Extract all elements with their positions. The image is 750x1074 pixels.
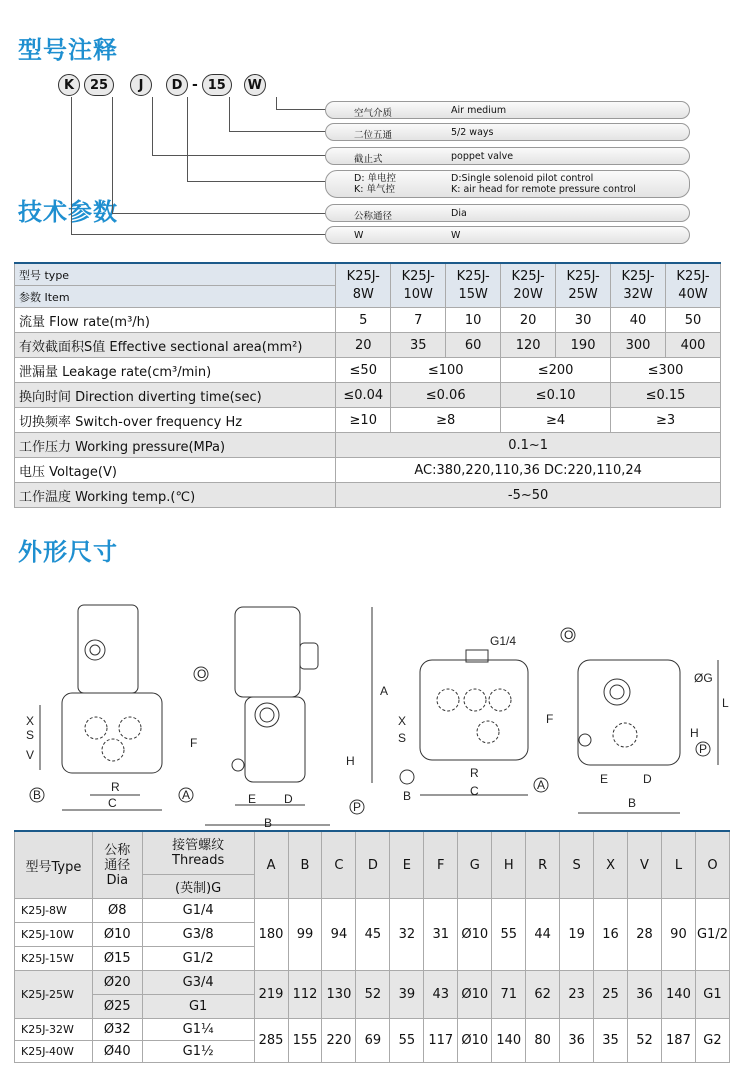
row-label: 工作温度 Working temp.(℃) — [15, 483, 336, 508]
label-a: A — [537, 778, 546, 792]
cell-type: K25J-32W — [15, 1019, 93, 1041]
label-p: P — [353, 800, 362, 814]
header-col: C — [322, 831, 356, 899]
label-p: P — [699, 742, 708, 756]
cell: 0.1~1 — [336, 433, 721, 458]
cell: ≥8 — [391, 408, 501, 433]
label-a: A — [380, 684, 389, 698]
legend-en: poppet valve — [451, 151, 514, 162]
cell: 55 — [390, 1019, 424, 1063]
legend-en: Dia — [451, 208, 467, 219]
valve-body — [245, 697, 305, 782]
cell-dia: Ø25 — [92, 995, 142, 1019]
cell: 55 — [492, 899, 526, 971]
dimension-table — [14, 830, 730, 1063]
label-h: H — [346, 754, 355, 768]
cell: 220 — [322, 1019, 356, 1063]
legend-w — [325, 226, 690, 244]
cell-thread: G1¼ — [142, 1019, 254, 1041]
cell: 36 — [560, 1019, 594, 1063]
row-label: 有效截面积S值 Effective sectional area(mm²) — [15, 333, 336, 358]
solenoid-plug — [300, 643, 318, 669]
label-f: F — [546, 712, 554, 726]
dimensions-title: 外形尺寸 — [18, 538, 118, 566]
cell: 190 — [556, 333, 611, 358]
cell: 35 — [391, 333, 446, 358]
cell: G2 — [695, 1019, 729, 1063]
valve-port — [489, 689, 511, 711]
code-d: D — [166, 74, 188, 96]
model-col: K25J- 25W — [556, 263, 611, 308]
code-k: K — [58, 74, 80, 96]
cell: -5~50 — [336, 483, 721, 508]
row-leak — [15, 358, 721, 383]
cell: 90 — [661, 899, 695, 971]
cell: 94 — [322, 899, 356, 971]
valve-port — [255, 703, 279, 727]
header-type: 型号 type — [15, 263, 336, 286]
cell-type: K25J-40W — [15, 1041, 93, 1063]
cell: 180 — [254, 899, 288, 971]
legend-cn: 空气介质 — [354, 108, 393, 119]
valve-port — [579, 734, 591, 746]
row-pressure — [15, 433, 721, 458]
cell: G1/2 — [695, 899, 729, 971]
cell-dia: Ø10 — [92, 923, 142, 947]
cell: 19 — [560, 899, 594, 971]
valve-body — [420, 660, 528, 760]
cell: 130 — [322, 971, 356, 1019]
row-flow — [15, 308, 721, 333]
label-a: A — [182, 788, 191, 802]
label-d: D — [643, 772, 652, 786]
row-label: 电压 Voltage(V) — [15, 458, 336, 483]
label-circle — [400, 770, 414, 784]
valve-drawings — [0, 585, 750, 830]
cell-thread: G3/8 — [142, 923, 254, 947]
table-row — [15, 971, 730, 995]
label-og: ØG — [694, 671, 713, 685]
label-r: R — [470, 766, 479, 780]
code-separator: - — [192, 77, 198, 93]
valve-port — [90, 645, 100, 655]
row-area — [15, 333, 721, 358]
cell: ≥4 — [501, 408, 611, 433]
legend-en: D:Single solenoid pilot control K: air head for remote pressure control — [451, 173, 636, 195]
header-col: G — [458, 831, 492, 899]
cell-type: K25J-8W — [15, 899, 93, 923]
cell: 112 — [288, 971, 322, 1019]
row-label: 流量 Flow rate(m³/h) — [15, 308, 336, 333]
tech-params-title: 技术参数 — [18, 198, 118, 226]
cell: 140 — [492, 1019, 526, 1063]
cell-dia: Ø8 — [92, 899, 142, 923]
cell: 10 — [446, 308, 501, 333]
legend-cn: 公称通径 — [354, 211, 393, 222]
model-code — [58, 74, 266, 96]
legend-cn: 二位五通 — [354, 130, 393, 141]
row-voltage — [15, 458, 721, 483]
label-x: X — [398, 714, 407, 728]
cell-type: K25J-10W — [15, 923, 93, 947]
valve-port — [232, 759, 244, 771]
cell-dia: Ø40 — [92, 1041, 142, 1063]
valve-port — [260, 708, 274, 722]
cell: 99 — [288, 899, 322, 971]
cell: 71 — [492, 971, 526, 1019]
cell: 39 — [390, 971, 424, 1019]
cell: AC:380,220,110,36 DC:220,110,24 — [336, 458, 721, 483]
cell: 20 — [336, 333, 391, 358]
cell-thread: G1/4 — [142, 899, 254, 923]
header-col: S — [560, 831, 594, 899]
cell: 219 — [254, 971, 288, 1019]
valve-port — [477, 721, 499, 743]
valve-body — [578, 660, 680, 765]
cell: 117 — [424, 1019, 458, 1063]
cell: 25 — [594, 971, 628, 1019]
header-type: 型号Type — [15, 831, 93, 899]
valve-body — [62, 693, 162, 773]
header-col: F — [424, 831, 458, 899]
valve-port — [85, 717, 107, 739]
cell: 140 — [661, 971, 695, 1019]
cell: 36 — [628, 971, 662, 1019]
legend-poppet — [325, 147, 690, 165]
label-b: B — [33, 788, 42, 802]
cell: 50 — [666, 308, 721, 333]
header-col: O — [695, 831, 729, 899]
label-b: B — [264, 816, 273, 830]
model-col: K25J- 20W — [501, 263, 556, 308]
label-x: X — [26, 714, 35, 728]
row-label: 切换频率 Switch-over frequency Hz — [15, 408, 336, 433]
header-col: L — [661, 831, 695, 899]
cell: 20 — [501, 308, 556, 333]
leader-line — [71, 97, 327, 235]
cell: ≤200 — [501, 358, 611, 383]
legend-dia — [325, 204, 690, 222]
cell-dia: Ø32 — [92, 1019, 142, 1041]
valve-port — [604, 679, 630, 705]
cell: 285 — [254, 1019, 288, 1063]
legend-ways — [325, 123, 690, 141]
cell: 300 — [611, 333, 666, 358]
label-h: H — [690, 726, 699, 740]
row-temp — [15, 483, 721, 508]
model-col: K25J- 40W — [666, 263, 721, 308]
valve-port — [464, 689, 486, 711]
header-col: A — [254, 831, 288, 899]
header-threads: 接管螺纹 Threads — [142, 831, 254, 874]
header-threads-unit: (英制)G — [142, 874, 254, 898]
model-col: K25J- 15W — [446, 263, 501, 308]
cell: 28 — [628, 899, 662, 971]
row-freq — [15, 408, 721, 433]
row-time — [15, 383, 721, 408]
label-c: C — [470, 784, 479, 798]
legend-cn: D: 单电控 K: 单气控 — [354, 173, 397, 195]
cell: Ø10 — [458, 899, 492, 971]
cell: ≤0.10 — [501, 383, 611, 408]
label-s: S — [398, 731, 407, 745]
label-s: S — [26, 728, 35, 742]
cell-thread: G1½ — [142, 1041, 254, 1063]
cell: 45 — [356, 899, 390, 971]
label-l: L — [722, 696, 729, 710]
row-label: 换向时间 Direction diverting time(sec) — [15, 383, 336, 408]
cell: ≥3 — [611, 408, 721, 433]
header-item: 参数 Item — [15, 286, 336, 308]
legend-en: Air medium — [451, 105, 507, 116]
table-row — [15, 1019, 730, 1041]
header-col: D — [356, 831, 390, 899]
cell: 32 — [390, 899, 424, 971]
legend-cn: W — [354, 230, 364, 241]
cell: ≤0.06 — [391, 383, 501, 408]
cell: G1 — [695, 971, 729, 1019]
label-b: B — [403, 789, 412, 803]
cell-dia: Ø20 — [92, 971, 142, 995]
cell: 80 — [526, 1019, 560, 1063]
table-row — [15, 899, 730, 923]
cell: 7 — [391, 308, 446, 333]
header-col: B — [288, 831, 322, 899]
row-label: 工作压力 Working pressure(MPa) — [15, 433, 336, 458]
cell: 400 — [666, 333, 721, 358]
cell: 52 — [628, 1019, 662, 1063]
cell: ≤100 — [391, 358, 501, 383]
label-v: V — [26, 748, 35, 762]
cell: 52 — [356, 971, 390, 1019]
cell-type: K25J-15W — [15, 947, 93, 971]
cell-thread: G3/4 — [142, 971, 254, 995]
cell: 62 — [526, 971, 560, 1019]
valve-head — [235, 607, 300, 697]
valve-port — [610, 685, 624, 699]
cell: 69 — [356, 1019, 390, 1063]
cell: ≤50 — [336, 358, 391, 383]
legend-control — [325, 170, 690, 198]
cell: 5 — [336, 308, 391, 333]
valve-port — [613, 723, 637, 747]
label-o: O — [197, 667, 207, 681]
legend-air-medium — [325, 101, 690, 119]
model-note-title: 型号注释 — [18, 36, 118, 64]
cell: ≤0.04 — [336, 383, 391, 408]
label-e: E — [600, 772, 609, 786]
label-o: O — [564, 628, 574, 642]
cell: 187 — [661, 1019, 695, 1063]
cell: 60 — [446, 333, 501, 358]
cell: ≤0.15 — [611, 383, 721, 408]
label-e: E — [248, 792, 257, 806]
header-col: X — [594, 831, 628, 899]
tech-params-table — [14, 262, 721, 508]
cell: 35 — [594, 1019, 628, 1063]
code-15: 15 — [202, 74, 232, 96]
model-col: K25J- 32W — [611, 263, 666, 308]
valve-port — [437, 689, 459, 711]
header-col: R — [526, 831, 560, 899]
header-col: H — [492, 831, 526, 899]
valve-head — [78, 605, 138, 693]
cell: 120 — [501, 333, 556, 358]
cell-thread: G1/2 — [142, 947, 254, 971]
code-w: W — [244, 74, 266, 96]
code-j: J — [130, 74, 152, 96]
code-25: 25 — [84, 74, 114, 96]
cell: Ø10 — [458, 971, 492, 1019]
cell: 40 — [611, 308, 666, 333]
model-col: K25J- 10W — [391, 263, 446, 308]
legend-en: 5/2 ways — [451, 127, 494, 138]
label-c: C — [108, 796, 117, 810]
cell: 30 — [556, 308, 611, 333]
header-dia: 公称 通径 Dia — [92, 831, 142, 899]
row-label: 泄漏量 Leakage rate(cm³/min) — [15, 358, 336, 383]
cell: 155 — [288, 1019, 322, 1063]
legend-en: W — [451, 230, 461, 241]
cell: ≥10 — [336, 408, 391, 433]
header-col: E — [390, 831, 424, 899]
cell: 23 — [560, 971, 594, 1019]
label-d: D — [284, 792, 293, 806]
label-r: R — [111, 780, 120, 794]
label-f: F — [190, 736, 198, 750]
legend-cn: 截止式 — [354, 154, 383, 165]
cell-type: K25J-25W — [15, 971, 93, 1019]
cell-dia: Ø15 — [92, 947, 142, 971]
label-b: B — [628, 796, 637, 810]
valve-port — [85, 640, 105, 660]
cell: 44 — [526, 899, 560, 971]
cell: 16 — [594, 899, 628, 971]
cell: Ø10 — [458, 1019, 492, 1063]
cell: 31 — [424, 899, 458, 971]
valve-port — [119, 717, 141, 739]
header-col: V — [628, 831, 662, 899]
model-col: K25J- 8W — [336, 263, 391, 308]
cell: 43 — [424, 971, 458, 1019]
label-g14: G1/4 — [490, 634, 517, 648]
valve-port — [102, 739, 124, 761]
cell-thread: G1 — [142, 995, 254, 1019]
cell: ≤300 — [611, 358, 721, 383]
